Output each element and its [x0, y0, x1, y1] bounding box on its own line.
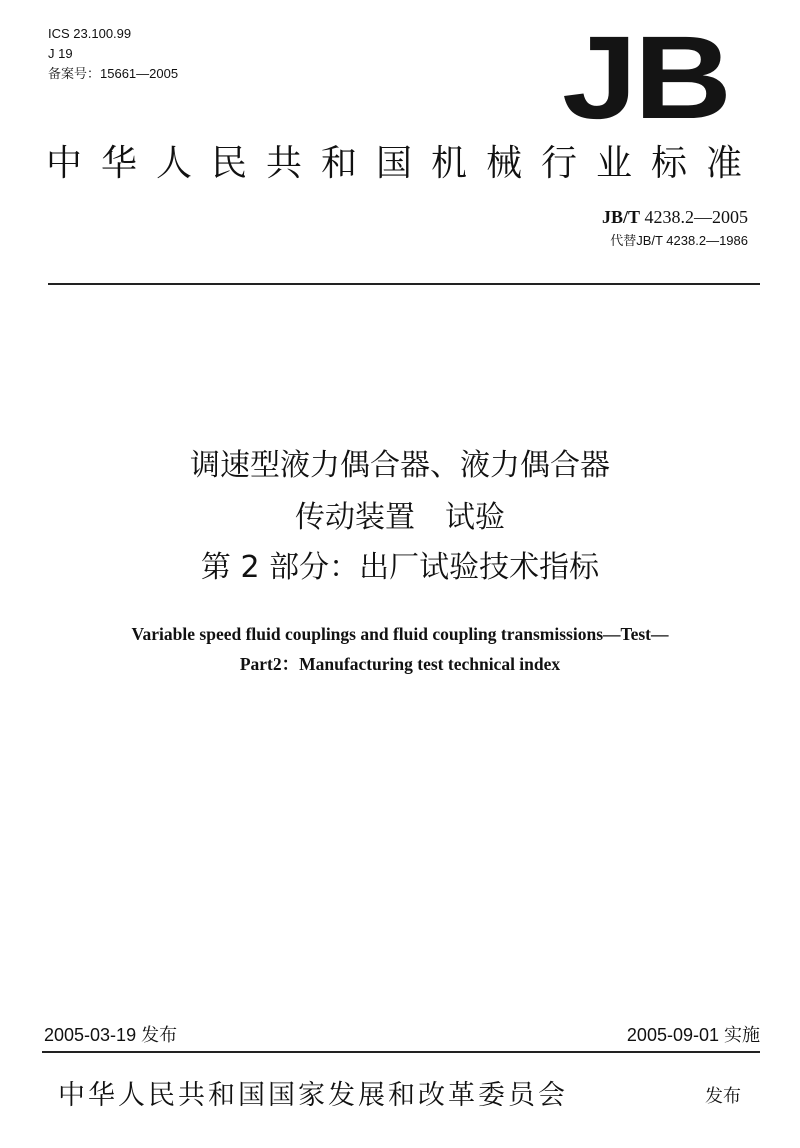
- publish-date: 2005-03-19 发布: [44, 1025, 178, 1045]
- issuing-authority: 中华人民共和国国家发展和改革委员会: [58, 1080, 568, 1111]
- replaces-standard: 代替JB/T 4238.2—1986: [610, 233, 748, 248]
- issue-label: 发布: [705, 1086, 741, 1107]
- standard-code-number: 4238.2—2005: [644, 207, 748, 227]
- classification-code: J 19: [48, 46, 73, 61]
- ics-number: ICS 23.100.99: [48, 26, 132, 41]
- title-en-line1: Variable speed fluid couplings and fluid coupling transmissions—Test—: [131, 624, 669, 644]
- title-cn-line3: 第 2 部分：出厂试验技术指标: [200, 550, 600, 585]
- record-number: 备案号：15661—2005: [48, 66, 179, 81]
- implement-date: 2005-09-01 实施: [626, 1025, 760, 1045]
- title-cn-line1: 调速型液力偶合器、液力偶合器: [190, 448, 610, 483]
- title-en-line2: Part2：Manufacturing test technical index: [239, 654, 561, 674]
- header-divider: [48, 283, 760, 285]
- jb-logo: JB: [562, 12, 729, 144]
- title-cn-line2: 传动装置 试验: [295, 500, 505, 535]
- standard-code: [602, 206, 748, 228]
- footer-divider: [42, 1051, 760, 1053]
- standard-category-title: 中华人民共和国机械行业标准: [46, 143, 762, 184]
- standard-code-prefix: JB/T: [601, 207, 640, 227]
